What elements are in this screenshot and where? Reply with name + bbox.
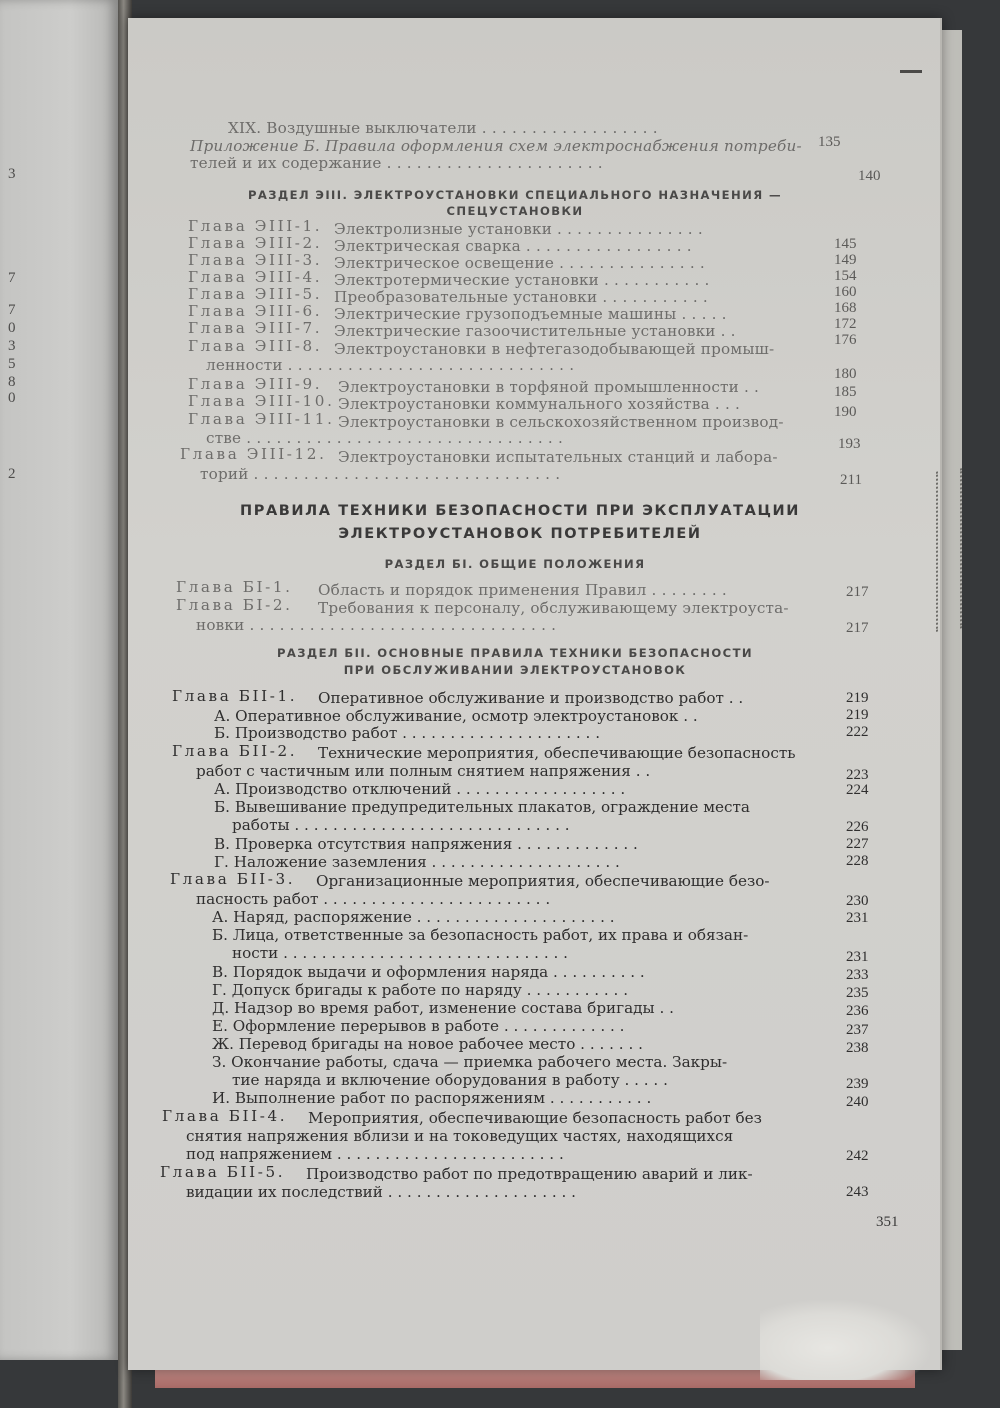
chapter-title: Электрические грузоподъемные машины . . . . . <box>334 305 727 323</box>
chapter-title-continuation: стве . . . . . . . . . . . . . . . . . . . . . . . . . . . . . . . . <box>206 429 564 447</box>
toc-page-number: 240 <box>846 1094 869 1110</box>
subsection-title: Г. Наложение заземления . . . . . . . . . . . . . . . . . . . . <box>214 853 620 871</box>
toc-page-number: 222 <box>846 724 869 740</box>
toc-entry-text: Приложение Б. Правила оформления схем электроснабжения потреби- <box>190 137 802 155</box>
toc-page-number: 238 <box>846 1040 869 1056</box>
chapter-title: Преобразовательные установки . . . . . . . . . . . <box>334 288 708 306</box>
toc-page-number: 231 <box>846 910 869 926</box>
chapter-label: Глава ЭIII-8. <box>188 337 323 355</box>
chapter-label: Глава ЭIII-7. <box>188 319 323 337</box>
toc-page-number: 168 <box>834 300 857 316</box>
left-page <box>0 0 118 1360</box>
toc-page-number: 193 <box>838 436 861 452</box>
toc-page-number: 160 <box>834 284 857 300</box>
toc-page-number: 135 <box>818 134 841 150</box>
section-heading: ПРИ ОБСЛУЖИВАНИИ ЭЛЕКТРОУСТАНОВОК <box>343 663 687 677</box>
chapter-title: Электроустановки в нефтегазодобывающей промыш- <box>334 340 775 358</box>
toc-page-number: 217 <box>846 620 869 636</box>
subsection-title: Г. Допуск бригады к работе по наряду . . . . . . . . . . . <box>212 981 629 999</box>
toc-page-number: 243 <box>846 1184 869 1200</box>
subsection-title: А. Наряд, распоряжение . . . . . . . . . . . . . . . . . . . . . <box>212 908 615 926</box>
main-heading: ПРАВИЛА ТЕХНИКИ БЕЗОПАСНОСТИ ПРИ ЭКСПЛУАТАЦИИ <box>239 503 801 519</box>
subsection-title: А. Производство отключений . . . . . . . . . . . . . . . . . . <box>214 780 626 798</box>
subsection-title-continuation: работы . . . . . . . . . . . . . . . . . . . . . . . . . . . . . <box>232 816 570 834</box>
left-mark: 8 <box>8 374 16 390</box>
left-margin-marks <box>0 0 40 1360</box>
toc-page-number: 185 <box>834 384 857 400</box>
toc-page-number: 145 <box>834 236 857 252</box>
chapter-label: Глава БII-3. <box>170 870 296 888</box>
chapter-title-continuation: под напряжением . . . . . . . . . . . . . . . . . . . . . . . . <box>186 1145 564 1163</box>
page-stain <box>760 1300 930 1380</box>
toc-page-number: 217 <box>846 584 869 600</box>
subsection-title: И. Выполнение работ по распоряжениям . . . . . . . . . . . <box>212 1089 652 1107</box>
toc-entry-continuation: телей и их содержание . . . . . . . . . . . . . . . . . . . . . . <box>190 154 603 172</box>
left-mark: 3 <box>8 166 16 182</box>
chapter-title-continuation: ленности . . . . . . . . . . . . . . . . . . . . . . . . . . . . . <box>206 356 575 374</box>
chapter-title: Область и порядок применения Правил . . . . . . . . <box>318 581 727 599</box>
left-mark: 3 <box>8 338 16 354</box>
subsection-title: Б. Лица, ответственные за безопасность работ, их права и обязан- <box>212 926 749 944</box>
section-heading: СПЕЦУСТАНОВКИ <box>446 204 584 218</box>
toc-entry-text: XIX. Воздушные выключатели . . . . . . . . . . . . . . . . . . <box>228 119 658 137</box>
subsection-title: А. Оперативное обслуживание, осмотр электроустановок . . <box>214 707 698 725</box>
toc-page-number: 154 <box>834 268 857 284</box>
chapter-label: Глава БII-2. <box>172 742 298 760</box>
chapter-title-continuation: новки . . . . . . . . . . . . . . . . . . . . . . . . . . . . . . . <box>196 616 557 634</box>
toc-page-number: 226 <box>846 819 869 835</box>
chapter-title: Оперативное обслуживание и производство работ . . <box>318 689 744 707</box>
subsection-title: З. Окончание работы, сдача — приемка рабочего места. Закры- <box>212 1053 728 1071</box>
margin-scribble <box>936 468 962 632</box>
subsection-title: Б. Вывешивание предупредительных плакатов, ограждение места <box>214 798 750 816</box>
section-heading: РАЗДЕЛ БII. ОСНОВНЫЕ ПРАВИЛА ТЕХНИКИ БЕЗОПАСНОСТИ <box>276 646 753 660</box>
chapter-label: Глава ЭIII-1. <box>188 217 323 235</box>
toc-page-number: 230 <box>846 893 869 909</box>
chapter-title: Электроустановки в торфяной промышленности . . <box>338 378 760 396</box>
chapter-title-continuation: снятия напряжения вблизи и на токоведущих частях, находящихся <box>186 1127 734 1145</box>
chapter-title: Электрическая сварка . . . . . . . . . . . . . . . . . <box>334 237 692 255</box>
left-mark: 2 <box>8 466 16 482</box>
chapter-title: Электролизные установки . . . . . . . . . . . . . . . <box>334 220 703 238</box>
page-folio: 351 <box>876 1214 899 1230</box>
chapter-label: Глава БII-5. <box>160 1163 286 1181</box>
left-mark: 0 <box>8 390 16 406</box>
toc-page-number: 172 <box>834 316 857 332</box>
toc-page-number: 140 <box>858 168 881 184</box>
toc-page-number: 180 <box>834 366 857 382</box>
chapter-label: Глава БII-1. <box>172 687 298 705</box>
chapter-label: Глава ЭIII-2. <box>188 234 323 252</box>
toc-page-number: 190 <box>834 404 857 420</box>
toc-page-number: 219 <box>846 690 869 706</box>
main-heading: ЭЛЕКТРОУСТАНОВОК ПОТРЕБИТЕЛЕЙ <box>338 526 702 542</box>
toc-page-number: 237 <box>846 1022 869 1038</box>
chapter-title-continuation: торий . . . . . . . . . . . . . . . . . . . . . . . . . . . . . . . <box>200 465 561 483</box>
subsection-title-continuation: тие наряда и включение оборудования в работу . . . . . <box>232 1071 668 1089</box>
subsection-title: Е. Оформление перерывов в работе . . . . . . . . . . . . . <box>212 1017 625 1035</box>
subsection-title: В. Проверка отсутствия напряжения . . . . . . . . . . . . . <box>214 835 638 853</box>
chapter-title: Мероприятия, обеспечивающие безопасность работ без <box>308 1109 762 1127</box>
chapter-label: Глава ЭIII-9. <box>188 375 323 393</box>
toc-page-number: 239 <box>846 1076 869 1092</box>
chapter-title-continuation: работ с частичным или полным снятием напряжения . . <box>196 762 651 780</box>
chapter-label: Глава БI-1. <box>176 578 293 596</box>
chapter-label: Глава ЭIII-6. <box>188 302 323 320</box>
toc-page-number: 176 <box>834 332 857 348</box>
subsection-title: Б. Производство работ . . . . . . . . . . . . . . . . . . . . . <box>214 724 601 742</box>
section-heading: РАЗДЕЛ ЭIII. ЭЛЕКТРОУСТАНОВКИ СПЕЦИАЛЬНОГО НАЗНАЧЕНИЯ — <box>248 188 782 202</box>
chapter-label: Глава ЭIII-4. <box>188 268 323 286</box>
subsection-title-continuation: ности . . . . . . . . . . . . . . . . . . . . . . . . . . . . . . <box>232 944 568 962</box>
toc-page-number: 224 <box>846 782 869 798</box>
toc-page-number: 223 <box>846 767 869 783</box>
toc-page-number: 211 <box>840 472 862 488</box>
left-mark: 0 <box>8 320 16 336</box>
chapter-title: Электрические газоочистительные установки . . <box>334 322 736 340</box>
chapter-label: Глава ЭIII-5. <box>188 285 323 303</box>
toc-page-number: 235 <box>846 985 869 1001</box>
toc-page-number: 149 <box>834 252 857 268</box>
chapter-title: Электроустановки в сельскохозяйственном производ- <box>338 413 784 431</box>
chapter-title: Технические мероприятия, обеспечивающие безопасность <box>318 744 796 762</box>
chapter-title: Электроустановки испытательных станций и лабора- <box>338 448 778 466</box>
left-mark: 7 <box>8 270 16 286</box>
toc-page-number: 236 <box>846 1003 869 1019</box>
chapter-title: Электроустановки коммунального хозяйства . . . <box>338 395 741 413</box>
chapter-label: Глава БII-4. <box>162 1107 288 1125</box>
chapter-title-continuation: пасность работ . . . . . . . . . . . . . . . . . . . . . . . . <box>196 890 551 908</box>
chapter-title: Электрическое освещение . . . . . . . . . . . . . . . <box>334 254 705 272</box>
chapter-title: Организационные мероприятия, обеспечивающие безо- <box>316 872 770 890</box>
chapter-title: Электротермические установки . . . . . . . . . . . <box>334 271 710 289</box>
chapter-label: Глава ЭIII-12. <box>180 445 327 463</box>
subsection-title: Ж. Перевод бригады на новое рабочее место . . . . . . . <box>212 1035 643 1053</box>
chapter-title: Требования к персоналу, обслуживающему электроуста- <box>318 599 789 617</box>
chapter-label: Глава ЭIII-10. <box>188 392 335 410</box>
toc-page-number: 242 <box>846 1148 869 1164</box>
chapter-label: Глава БI-2. <box>176 596 293 614</box>
margin-tick <box>900 70 922 73</box>
subsection-title: Д. Надзор во время работ, изменение состава бригады . . <box>212 999 674 1017</box>
toc-page-number: 227 <box>846 836 869 852</box>
left-mark: 5 <box>8 356 16 372</box>
toc-page-number: 219 <box>846 707 869 723</box>
chapter-label: Глава ЭIII-3. <box>188 251 323 269</box>
chapter-label: Глава ЭIII-11. <box>188 410 335 428</box>
toc-page-number: 233 <box>846 967 869 983</box>
section-heading: РАЗДЕЛ БI. ОБЩИЕ ПОЛОЖЕНИЯ <box>384 557 646 571</box>
subsection-title: В. Порядок выдачи и оформления наряда . . . . . . . . . . <box>212 963 645 981</box>
chapter-title-continuation: видации их последствий . . . . . . . . . . . . . . . . . . . . <box>186 1183 577 1201</box>
chapter-title: Производство работ по предотвращению аварий и лик- <box>306 1165 753 1183</box>
toc-page-number: 231 <box>846 949 869 965</box>
left-mark: 7 <box>8 302 16 318</box>
toc-page-number: 228 <box>846 853 869 869</box>
